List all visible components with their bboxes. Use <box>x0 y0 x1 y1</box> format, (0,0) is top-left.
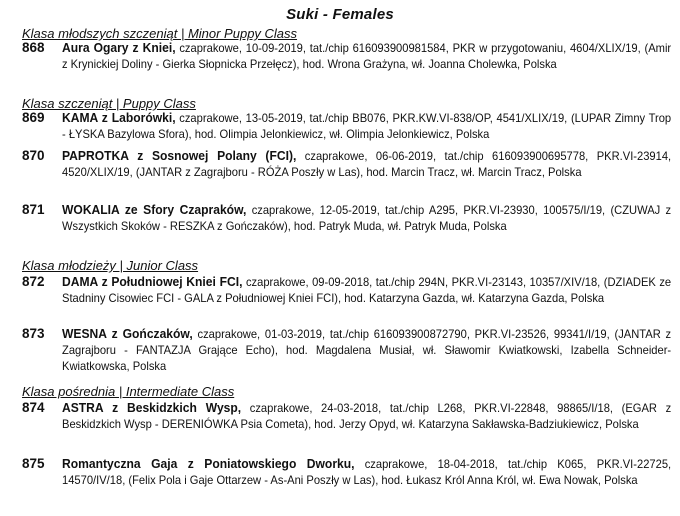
entry-number: 871 <box>22 202 45 217</box>
entry-number: 872 <box>22 274 45 289</box>
entry-875 <box>22 456 670 488</box>
dog-name: WESNA z Gończaków, <box>62 326 193 341</box>
entry-details: czaprakowe, 06-06-2019, tat./chip 616093900695778, PKR.VI-23914, 4520/XLIX/19, (JANTAR z Zagrajboru - RÓŻA Poszły w Las), hod. Marcin Tracz, wł. Marcin Tracz, Polska <box>62 149 672 179</box>
dog-name: KAMA z Laborówki, <box>62 110 176 125</box>
entry-details: czaprakowe, 09-09-2018, tat./chip 294N, PKR.VI-23143, 10357/XIV/18, (DZIADEK ze Stadniny Cisowiec FCI - GALA z Południowej Kniei FCI), hod. Katarzyna Gazda, wł. Katarzyna Gazda, Polska <box>62 275 672 305</box>
entry-body <box>62 40 671 72</box>
entry-body <box>62 148 671 180</box>
entry-details: czaprakowe, 01-03-2019, tat./chip 616093900872790, PKR.VI-23526, 99341/I/19, (JANTAR z Zagrajboru - FANTAZJA Grające Echo), hod. Magdalena Musiał, wł. Sławomir Kwiatkowski, Izabella Schneider-Kwiatkowska, Polska <box>62 327 672 373</box>
entry-body <box>62 326 671 374</box>
class-header-intermediate: Klasa pośrednia | Intermediate Class <box>22 384 235 399</box>
dog-name: PAPROTKA z Sosnowej Polany (FCI), <box>62 148 297 163</box>
entry-number: 873 <box>22 326 45 341</box>
entry-873 <box>22 326 670 374</box>
entry-872 <box>22 274 670 306</box>
entry-870 <box>22 148 670 180</box>
entry-body <box>62 202 671 234</box>
entry-number: 875 <box>22 456 45 471</box>
entry-details: czaprakowe, 12-05-2019, tat./chip A295, PKR.VI-23930, 100575/I/19, (CZUWAJ z Wszystkich Skoków - RESZKA z Gończaków), hod. Patryk Muda, wł. Patryk Muda, Polska <box>62 203 672 233</box>
dog-name: WOKALIA ze Sfory Czapraków, <box>62 202 247 217</box>
class-header-junior: Klasa młodzieży | Junior Class <box>22 258 199 273</box>
class-header-puppy: Klasa szczeniąt | Puppy Class <box>22 96 196 111</box>
class-header-minor-puppy: Klasa młodszych szczeniąt | Minor Puppy Class <box>22 26 298 41</box>
entry-body <box>62 274 671 306</box>
entry-number: 874 <box>22 400 45 415</box>
entry-details: czaprakowe, 18-04-2018, tat./chip K065, PKR.VI-22725, 14570/IV/18, (Felix Pola i Gaje Ottarzew - As-Ani Poszły w Las), hod. Łukasz Król Anna Król, wł. Ewa Nowak, Polska <box>62 457 672 487</box>
entry-details: czaprakowe, 10-09-2019, tat./chip 616093900981584, PKR w przygotowaniu, 4604/XLIX/19, (Amir z Krynickiej Doliny - Gierka Słopnicka Przełęcz), hod. Wrona Grażyna, wł. Joanna Cholewka, Polska <box>62 41 672 71</box>
entry-871 <box>22 202 670 234</box>
dog-name: DAMA z Południowej Kniei FCI, <box>62 274 243 289</box>
entry-874 <box>22 400 670 432</box>
dog-name: ASTRA z Beskidzkich Wysp, <box>62 400 242 415</box>
page-title: Suki - Females <box>286 6 394 23</box>
entry-body <box>62 400 671 432</box>
dog-name: Aura Ogary z Kniei, <box>62 40 176 55</box>
entry-869 <box>22 110 670 142</box>
entry-number: 869 <box>22 110 45 125</box>
entry-details: czaprakowe, 13-05-2019, tat./chip BB076, PKR.KW.VI-838/OP, 4541/XLIX/19, (LUPAR Zimny Trop - ŁYSKA Bazylowa Sfora), hod. Olimpia Jelonkiewicz, wł. Olimpia Jelonkiewicz, Polska <box>62 111 672 141</box>
entry-868 <box>22 40 670 72</box>
entry-number: 870 <box>22 148 45 163</box>
dog-name: Romantyczna Gaja z Poniatowskiego Dworku, <box>62 456 355 471</box>
entry-body <box>62 456 671 488</box>
entry-details: czaprakowe, 24-03-2018, tat./chip L268, PKR.VI-22848, 98865/I/18, (EGAR z Beskidzkich Wysp - DERENIÓWKA Psia Cometa), hod. Jerzy Opyd, wł. Katarzyna Sakławska-Badziukiewicz, Polska <box>62 401 672 431</box>
entry-number: 868 <box>22 40 45 55</box>
entry-body <box>62 110 671 142</box>
